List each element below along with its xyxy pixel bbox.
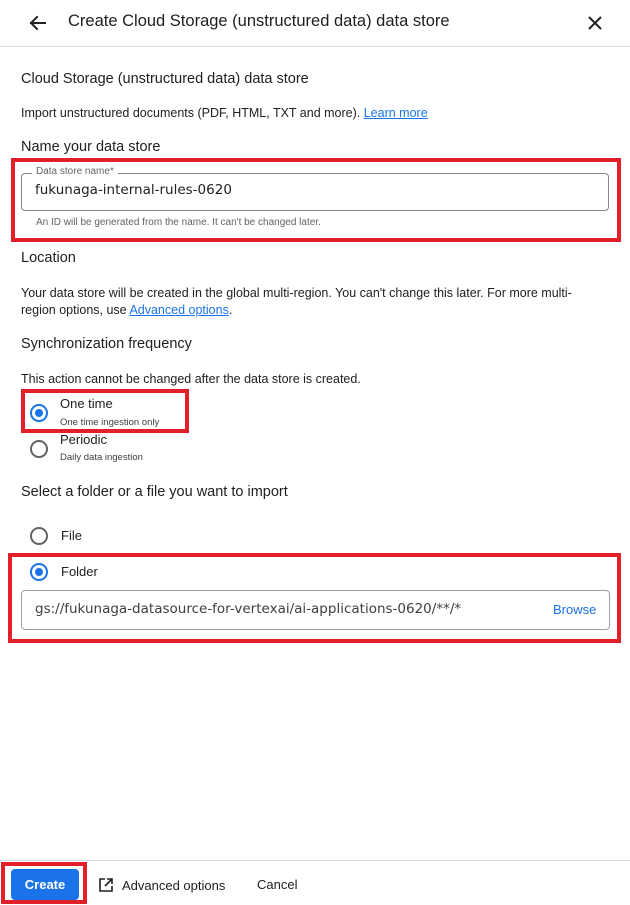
- arrow-back-icon: [22, 8, 52, 38]
- close-icon: [580, 8, 610, 38]
- page-title: Create Cloud Storage (unstructured data) data store: [68, 12, 450, 30]
- advanced-options-link[interactable]: Advanced options: [129, 303, 229, 317]
- data-store-name-helper: An ID will be generated from the name. It can't be changed later.: [36, 217, 321, 228]
- one-time-label[interactable]: One time: [60, 396, 113, 411]
- intro-title: Cloud Storage (unstructured data) data store: [21, 71, 309, 87]
- import-title: Select a folder or a file you want to import: [21, 484, 288, 500]
- sync-note: This action cannot be changed after the data store is created.: [21, 372, 361, 386]
- location-text-suffix: .: [228, 303, 233, 317]
- radio-periodic[interactable]: [30, 440, 48, 458]
- data-store-name-label: [32, 166, 118, 177]
- browse-button[interactable]: Browse: [553, 602, 597, 617]
- radio-folder[interactable]: [30, 563, 48, 581]
- periodic-sublabel: Daily data ingestion: [60, 452, 143, 463]
- data-store-name-label-text: Data store name: [36, 166, 110, 177]
- one-time-sublabel: One time ingestion only: [60, 417, 160, 428]
- cancel-button[interactable]: Cancel: [257, 877, 298, 892]
- periodic-label[interactable]: Periodic: [60, 432, 107, 447]
- advanced-options-button[interactable]: [98, 874, 225, 896]
- dialog-footer: [0, 860, 630, 905]
- data-store-name-field[interactable]: [21, 166, 609, 211]
- file-label[interactable]: File: [61, 528, 82, 543]
- folder-path-field[interactable]: [21, 590, 610, 630]
- advanced-options-label: Advanced options: [122, 877, 226, 893]
- name-section-title: Name your data store: [21, 139, 161, 155]
- intro-description-text: Import unstructured documents (PDF, HTML, TXT and more).: [21, 106, 361, 120]
- radio-file[interactable]: [30, 527, 48, 545]
- location-text-line2: region options, use: [21, 303, 127, 317]
- location-description: [21, 285, 611, 319]
- back-button[interactable]: [22, 8, 52, 38]
- sync-title: Synchronization frequency: [21, 336, 192, 352]
- data-store-name-input[interactable]: [35, 182, 595, 198]
- learn-more-link[interactable]: Learn more: [363, 106, 428, 120]
- intro-description: [21, 105, 428, 122]
- required-mark: *: [109, 166, 114, 177]
- open-in-new-icon: [98, 877, 114, 893]
- radio-one-time[interactable]: [30, 404, 48, 422]
- location-title: Location: [21, 250, 76, 266]
- dialog-header: [0, 0, 630, 47]
- location-text-line1: Your data store will be created in the global multi-region. You can't change this later. For more multi-: [21, 286, 572, 300]
- folder-path-input[interactable]: [35, 601, 535, 617]
- close-button[interactable]: [580, 8, 610, 38]
- create-button[interactable]: Create: [11, 869, 79, 900]
- folder-label[interactable]: Folder: [61, 564, 98, 579]
